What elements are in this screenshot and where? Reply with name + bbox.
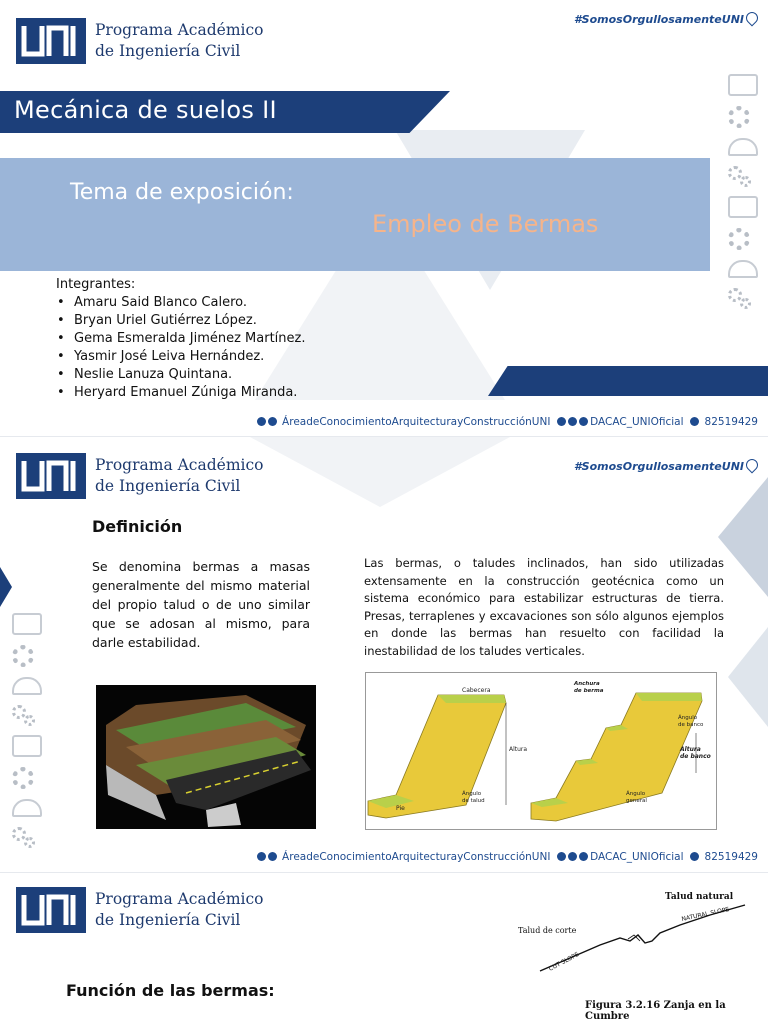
course-title: Mecánica de suelos II bbox=[14, 96, 277, 124]
heart-icon bbox=[744, 10, 761, 27]
decor-triangle bbox=[0, 567, 12, 607]
members-list bbox=[56, 294, 306, 402]
facebook-icon bbox=[257, 852, 266, 861]
diagram-label: de banco bbox=[678, 722, 704, 728]
gears-icon bbox=[728, 166, 752, 188]
diagram-label: Cabecera bbox=[462, 687, 491, 694]
sketch-label: Talud de corte bbox=[518, 926, 577, 935]
berm-3d-image bbox=[96, 685, 316, 829]
diagram-label: de berma bbox=[574, 688, 604, 694]
slide-2 bbox=[0, 436, 768, 869]
whatsapp-icon bbox=[690, 417, 699, 426]
diagram-label: de talud bbox=[462, 798, 485, 804]
helmet-icon bbox=[728, 138, 758, 156]
definition-heading: Definición bbox=[92, 517, 183, 536]
sketch-label: NATURAL SLOPE bbox=[680, 906, 730, 923]
instagram-icon bbox=[268, 417, 277, 426]
gear-icon bbox=[728, 228, 750, 250]
list-item: • Heryard Emanuel Zúniga Miranda. bbox=[74, 384, 306, 402]
helmet-icon bbox=[12, 799, 42, 817]
program-name: Programa Académico de Ingeniería Civil bbox=[95, 456, 264, 495]
footer-handle: DACAC_UNIOficial bbox=[590, 851, 684, 863]
program-name: Programa Académico de Ingeniería Civil bbox=[95, 890, 264, 929]
tiktok-icon bbox=[579, 417, 588, 426]
diagram-label: Ángulo bbox=[462, 791, 482, 797]
whatsapp-icon bbox=[690, 852, 699, 861]
slope-sketch bbox=[510, 883, 750, 973]
instagram-icon bbox=[557, 417, 566, 426]
footer-social: ÁreadeConocimientoArquitecturayConstrucciónUNI bbox=[282, 851, 551, 863]
uni-logo-icon bbox=[16, 18, 86, 64]
diagram-label: Ángulo bbox=[626, 791, 646, 797]
decor-triangle bbox=[728, 627, 768, 727]
facebook-icon bbox=[257, 417, 266, 426]
monitor-icon bbox=[12, 735, 42, 757]
list-item: • Yasmir José Leiva Hernández. bbox=[74, 348, 306, 366]
heart-icon bbox=[744, 457, 761, 474]
sketch-label: Talud natural bbox=[665, 892, 734, 902]
topic-band bbox=[0, 158, 710, 271]
uni-logo-icon bbox=[16, 887, 86, 933]
berm-diagram bbox=[365, 672, 717, 830]
decor-triangle bbox=[250, 437, 510, 507]
list-item: • Amaru Said Blanco Calero. bbox=[74, 294, 306, 312]
footer bbox=[257, 416, 758, 428]
gears-icon bbox=[12, 705, 36, 727]
decor-triangle bbox=[718, 477, 768, 597]
helmet-icon bbox=[728, 260, 758, 278]
gear-icon bbox=[12, 767, 34, 789]
diagram-label: Pie bbox=[396, 805, 405, 812]
figure-caption: Figura 3.2.16 Zanja en la Cumbre bbox=[585, 1000, 726, 1022]
diagram-label: de banco bbox=[680, 753, 711, 760]
function-heading: Función de las bermas: bbox=[66, 981, 275, 1000]
tiktok-icon bbox=[579, 852, 588, 861]
monitor-icon bbox=[728, 196, 758, 218]
gears-icon bbox=[728, 288, 752, 310]
sketch-label: CUT SLOPE bbox=[547, 950, 581, 973]
footer-phone: 82519429 bbox=[704, 851, 758, 863]
list-item: • Gema Esmeralda Jiménez Martínez. bbox=[74, 330, 306, 348]
twitter-icon bbox=[568, 417, 577, 426]
members-block bbox=[56, 276, 306, 402]
decor-wedge bbox=[488, 366, 768, 396]
slide-1 bbox=[0, 0, 768, 432]
list-item: • Bryan Uriel Gutiérrez López. bbox=[74, 312, 306, 330]
gears-icon bbox=[12, 827, 36, 849]
footer-social: ÁreadeConocimientoArquitecturayConstrucciónUNI bbox=[282, 416, 551, 428]
gear-icon bbox=[12, 645, 34, 667]
diagram-label: general bbox=[626, 798, 647, 804]
diagram-label: Altura bbox=[680, 746, 701, 753]
program-name: Programa Académico de Ingeniería Civil bbox=[95, 21, 264, 60]
topic-label: Tema de exposición: bbox=[70, 180, 294, 205]
side-icons bbox=[726, 66, 758, 318]
tagline: #SomosOrgullosamenteUNI bbox=[574, 12, 758, 26]
footer-handle: DACAC_UNIOficial bbox=[590, 416, 684, 428]
definition-text: Se denomina bermas a masas generalmente del mismo material del propio talud o de uno similar que se adosan al mismo, para darle estabilidad. bbox=[92, 559, 310, 650]
monitor-icon bbox=[12, 613, 42, 635]
monitor-icon bbox=[728, 74, 758, 96]
tagline: #SomosOrgullosamenteUNI bbox=[574, 459, 758, 473]
list-item: • Neslie Lanuza Quintana. bbox=[74, 366, 306, 384]
helmet-icon bbox=[12, 677, 42, 695]
side-icons bbox=[10, 605, 42, 857]
twitter-icon bbox=[568, 852, 577, 861]
uni-logo-icon bbox=[16, 453, 86, 499]
instagram-icon bbox=[557, 852, 566, 861]
footer bbox=[257, 851, 758, 863]
diagram-label: Altura bbox=[509, 746, 528, 753]
diagram-label: Ángulo bbox=[678, 715, 698, 721]
slide-3 bbox=[0, 872, 768, 1025]
topic-value: Empleo de Bermas bbox=[372, 210, 599, 238]
gear-icon bbox=[728, 106, 750, 128]
bermas-paragraph: Las bermas, o taludes inclinados, han sido utilizadas extensamente en la construcción geotécnica como un sistema económico para estabilizar estructuras de tierra. Presas, terraplenes y excavaciones son sólo algunos ejemplos en donde las bermas han resuelto con facilidad la inestabilidad de los taludes verticales. bbox=[364, 556, 724, 658]
diagram-label: Anchura bbox=[574, 681, 600, 687]
members-label: Integrantes: bbox=[56, 277, 136, 292]
instagram-icon bbox=[268, 852, 277, 861]
footer-phone: 82519429 bbox=[704, 416, 758, 428]
